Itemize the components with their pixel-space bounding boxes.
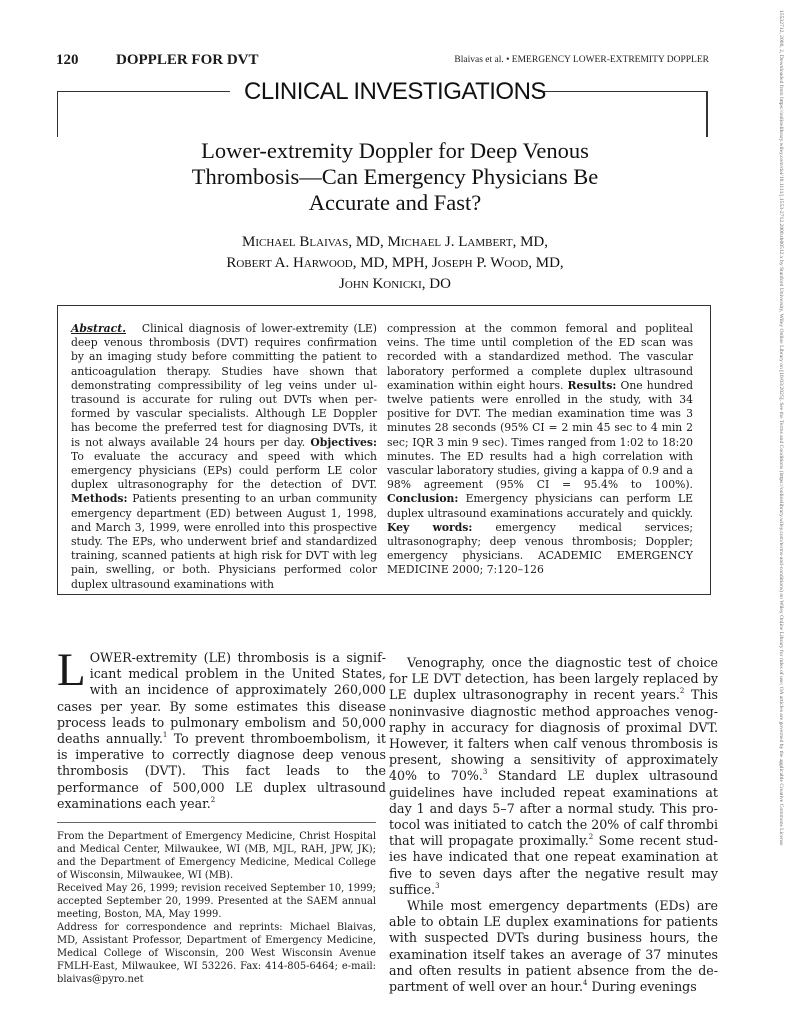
abstract-column-right [387, 322, 693, 578]
history-note: Received May 26, 1999; revision received September 10, 1999; accepted September 20, 1999. Presented at the SAEM annual meeting, Boston, MA, May 1999. [57, 883, 376, 920]
running-head [56, 52, 709, 70]
section-heading: CLINICAL INVESTIGATIONS [244, 78, 546, 105]
abstract-methods-left: Patients presenting to an urban community emergency department (ED) between August 1, 1998, and March 3, 1999, were enrolled into this prospective study. The EPs, who underwent brief and standardized training, scanned patients at high risk for DVT with leg pain, swelling, or both. Physicians performed color duplex ultrasound examinations with [71, 492, 377, 591]
methods-label: Methods: [71, 492, 128, 506]
body-column-right [389, 655, 718, 995]
abstract-label: Abstract. [71, 322, 126, 335]
citation-ref[interactable]: 1 [162, 731, 168, 740]
author-list [80, 232, 710, 295]
citation-ref[interactable]: 2 [588, 833, 594, 842]
download-notice: 15532712, 2000, 2, Downloaded from https://onlinelibrary.wiley.com/doi/10.1111/j.1553-2712.2000.tb00512.x by Stanford University, Wiley Online Library on [10/03/2025]. See the Terms and Conditions (https://onlinelibrary.wiley.com/terms-and-conditions) on Wiley Online Library for rules of use; OA articles are governed by the applicable Creative Commons License [778, 10, 784, 846]
abstract-box [57, 305, 711, 595]
title-line: Accurate and Fast? [308, 190, 482, 215]
journal-citation: ACADEMIC EMERGENCY MEDICINE 2000; 7:120–126 [387, 549, 694, 577]
abstract-objectives: To evaluate the accuracy and speed with which emergency physicians (EPs) could perform LE color duplex ultrasonography for the detection of DVT. [71, 449, 377, 492]
results-label: Results: [567, 378, 617, 392]
conclusion-label: Conclusion: [387, 492, 459, 506]
abstract-column-left [71, 322, 377, 592]
intro-paragraph: LOWER-extremity (LE) thrombosis is a significant medical problem in the United States, with an incidence of approximately 260,000 cases per year. By some estimates this disease process leads to pulmonary embolism and 50,000 deaths annually.$^1$ To prevent thromboembolism, it is imperative to correctly diagnose deep venous thrombosis (DVT). This fact leads to the performance of 500,000 LE duplex ultrasound examinations each year.$^2$ [57, 644, 386, 811]
citation-ref[interactable]: 3 [435, 881, 440, 890]
footnote-divider [57, 822, 376, 823]
page-number: 120 [56, 52, 79, 68]
citation-ref[interactable]: 2 [210, 795, 216, 804]
abstract-results: One hundred twelve patients were enrolled in the study, with 34 positive for DVT. The median examination time was 3 minutes 28 seconds (95% CI = 2 min 45 sec to 4 min 2 sec; IQR 3 min 9 sec). Times ranged from 1:02 to 18:20 minutes. The ED results had a high correlation with vascular laboratory studies, giving a kappa of 0.9 and a 98% agreement (95% CI = 95.4% to 100%). [387, 378, 693, 492]
citation-ref[interactable]: 4 [583, 979, 588, 988]
body-paragraph: Venography, once the diagnostic test of choice for LE DVT detection, has been largely replaced by LE duplex ultrasonography in recent years.$^2$ This noninvasive diagnostic method approaches venography in accuracy for diagnosis of proximal DVT. However, it falters when calf venous thrombosis is present, showing a sensitivity of approximately 40% to 70%.$^3$ Standard LE duplex ultrasound guidelines have included repeat examinations at day 1 and days 5–7 after a normal study. This protocol was initiated to catch the 20% of calf thrombi that will propagate proximally.$^2$ Some recent studies have indicated that one repeat examination at five to seven days after the negative result may suffice.$^3$ [389, 655, 719, 897]
keywords-label: Key words: [387, 520, 473, 534]
footnotes [57, 830, 376, 986]
author-line: Michael Blaivas, MD, Michael J. Lambert, MD, [241, 234, 548, 250]
author-line: Robert A. Harwood, MD, MPH, Joseph P. Wood, MD, [226, 255, 564, 271]
author-line: John Konicki, DO [339, 276, 451, 292]
body-paragraph: While most emergency departments (EDs) are able to obtain LE duplex examinations for patients with suspected DVTs during business hours, the examination itself takes an average of 37 minutes and often results in patient absence from the department of well over an hour.$^4$ During evenings [389, 898, 718, 995]
running-head-right: Blaivas et al. • EMERGENCY LOWER-EXTREMITY DOPPLER [454, 55, 709, 65]
title-line: Thrombosis—Can Emergency Physicians Be [191, 164, 599, 189]
citation-ref[interactable]: 3 [482, 768, 488, 777]
abstract-conclusion: Emergency physicians can perform LE duplex ultrasound examinations accurately and quickly. [387, 492, 693, 520]
objectives-label: Objectives: [310, 435, 377, 449]
title-line: Lower-extremity Doppler for Deep Venous [201, 138, 589, 163]
correspondence-note: Address for correspondence and reprints: Michael Blaivas, MD, Assistant Professor, Department of Emergency Medicine, Medical College of Wisconsin, 200 West Wisconsin Avenue FMLH-East, Milwaukee, WI 53226. Fax: 414-805-6464; e-mail: blaivas@pyro.net [57, 922, 376, 985]
abstract-keywords: emergency medical services; ultrasonography; deep venous thrombosis; Doppler; emergency physicians. [387, 520, 693, 563]
body-column-left [57, 644, 386, 812]
drop-cap: L [57, 644, 86, 696]
article-title [80, 138, 710, 216]
abstract-intro: Clinical diagnosis of lower-extremity (LE) deep venous thrombosis (DVT) requires confirmation by an imaging study before committing the patient to anticoagulation therapy. Studies have shown that demonstrating compressibility of leg veins under ultrasound is accurate for ruling out DVTs when performed by vascular specialists. Although LE Doppler has become the preferred test for diagnosing DVTs, it is not always available 24 hours per day. [71, 322, 377, 449]
affiliation-note: From the Department of Emergency Medicine, Christ Hospital and Medical Center, Milwaukee, WI (MB, MJL, RAH, JPW, JK); and the Department of Emergency Medicine, Medical College of Wisconsin, Milwaukee, WI (MB). [57, 831, 376, 881]
running-section-title: DOPPLER FOR DVT [116, 52, 259, 68]
abstract-methods-right: compression at the common femoral and popliteal veins. The time until completion of the ED scan was recorded with a standardized method. The vascular laboratory performed a complete duplex ultrasound examination within eight hours. [387, 322, 693, 392]
citation-ref[interactable]: 2 [679, 687, 685, 696]
